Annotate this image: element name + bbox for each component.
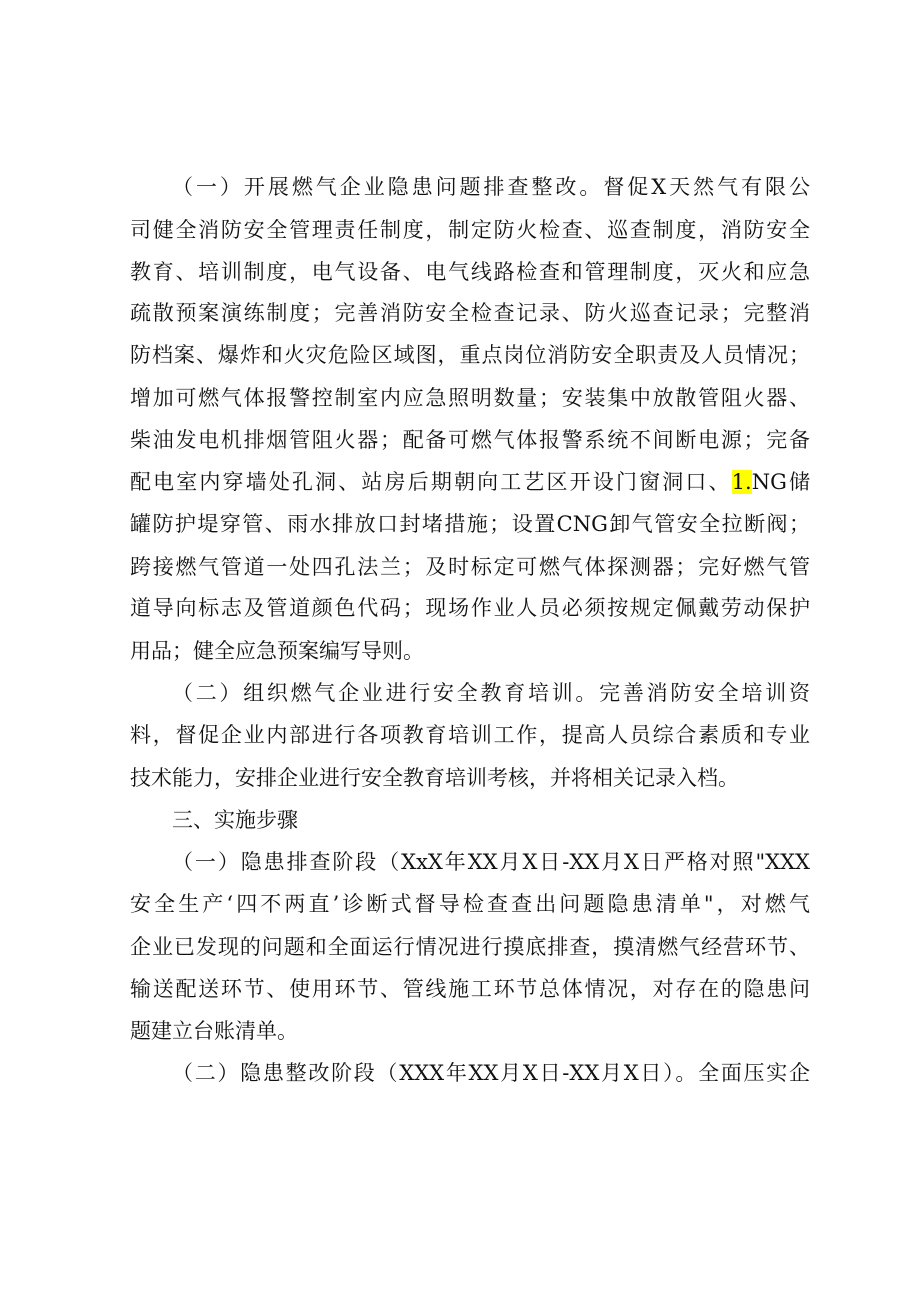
paragraph-1-line-6: 增加可燃气体报警控制室内应急照明数量；安装集中放散管阻火器、 [130,386,810,410]
paragraph-1-line-8-text: 配电室内穿墙处孔洞、站房后期朝向工艺区开设门窗洞口、 [130,470,732,494]
paragraph-1-line-8 [130,467,810,497]
paragraph-1-line-11: 道导向标志及管道颜色代码；现场作业人员必须按规定佩戴劳动保护 [130,596,810,620]
paragraph-1-line-9: 罐防护堤穿管、雨水排放口封堵措施；设置CNG卸气管安全拉断阀； [130,512,810,536]
paragraph-1-line-1: （一）开展燃气企业隐患问题排查整改。督促X天然气有限公 [172,175,810,199]
paragraph-2-line-3: 技术能力，安排企业进行安全教育培训考核，并将相关记录入档。 [130,766,739,790]
paragraph-3-line-5: 题建立台账清单。 [130,1019,298,1043]
paragraph-1-line-8-tail: NG储 [751,470,810,494]
section-heading: 三、实施步骤 [172,808,298,832]
paragraph-1-line-7: 柴油发电机排烟管阻火器；配备可燃气体报警系统不间断电源；完备 [130,428,810,452]
paragraph-1-line-10: 跨接燃气管道一处四孔法兰；及时标定可燃气体探测器；完好燃气管 [130,555,810,579]
paragraph-1-line-4: 疏散预案演练制度；完善消防安全检查记录、防火巡查记录；完整消 [130,301,810,325]
paragraph-3-line-4: 输送配送环节、使用环节、管线施工环节总体情况，对存在的隐患问 [130,977,810,1001]
highlighted-text: 1. [731,470,752,494]
paragraph-1-line-3: 教育、培训制度，电气设备、电气线路检查和管理制度，灭火和应急 [130,260,810,284]
paragraph-3-line-3: 企业已发现的问题和全面运行情况进行摸底排查，摸清燃气经营环节、 [130,935,810,959]
paragraph-1-line-12: 用品；健全应急预案编写导则。 [130,639,424,663]
paragraph-4-line-1: （二）隐患整改阶段（XXX年XX月X日-XX月X日）。全面压实企 [172,1061,810,1085]
paragraph-1-line-5: 防档案、爆炸和火灾危险区域图，重点岗位消防安全职责及人员情况； [130,343,810,367]
paragraph-3-line-2: 安全生产‘四不两直’诊断式督导检查查出问题隐患清单"，对燃气 [130,892,810,916]
paragraph-2-line-1: （二）组织燃气企业进行安全教育培训。完善消防安全培训资 [172,681,810,705]
paragraph-2-line-2: 料，督促企业内部进行各项教育培训工作，提高人员综合素质和专业 [130,723,810,747]
paragraph-3-line-1: （一）隐患排查阶段（XxX年XX月X日-XX月X日严格对照"XXX [172,850,810,874]
paragraph-1-line-2: 司健全消防安全管理责任制度，制定防火检查、巡查制度，消防安全 [130,218,810,242]
